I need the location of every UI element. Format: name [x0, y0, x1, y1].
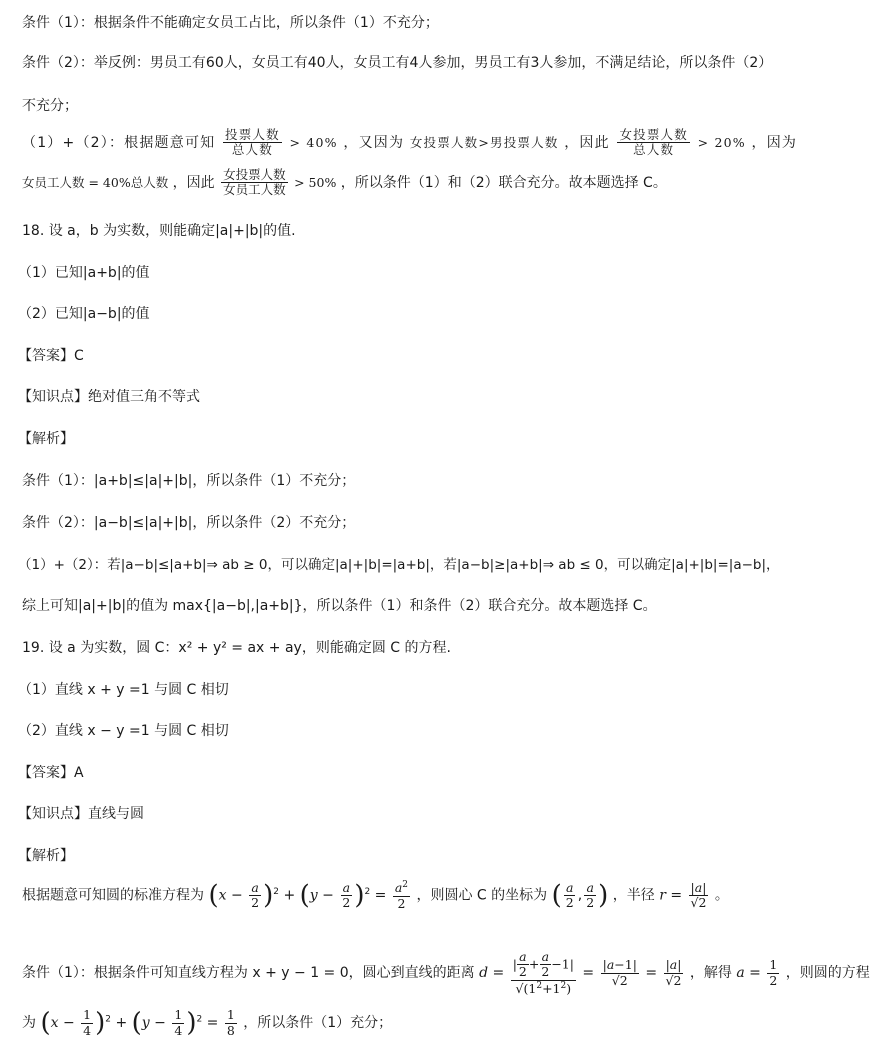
q19-standard-equation-line: 根据题意可知圆的标准方程为 (x − $\frac{a}{2}$ )$^2$ + (y − $\frac{a}{2}$ )$^2$ = $\frac{a^2}{2}$ ，则圆心 C 的坐标为 ( $\frac{a}{2}$ , $\frac{a}{2}$ ) ，半径 r = $\frac{|a|}{√2}$ 。: [22, 879, 729, 911]
combo-lead: （1）+（2）：根据题意可知: [22, 134, 216, 151]
q18-condition-1: 条件（1）：|a+b|≤|a|+|b|，所以条件（1）不充分；: [22, 473, 356, 489]
q18-answer: 【答案】C: [18, 348, 84, 364]
fraction-vote-over-total: $\frac{\text{投票人数}}{\text{总人数}}$: [225, 127, 280, 158]
q19-answer: 【答案】A: [18, 765, 84, 781]
combined-analysis-line1: （1）+（2）：根据题意可知 $\frac{\text{投票人数}}{\text{总人数}}$ > 40% ，又因为 女投票人数>男投票人数 ，因此 $\frac{\text{女投票人数}}{\text{总人数}}$ > 20% ，因为: [22, 127, 798, 158]
fraction-female-vote-over-total: $\frac{\text{女投票人数}}{\text{总人数}}$: [619, 127, 688, 158]
q18-analysis-heading: 【解析】: [18, 431, 74, 447]
q19-stem: 19. 设 a 为实数，圆 C：x² + y² = ax + ay，则能确定圆 C 的方程.: [22, 640, 451, 656]
fraction-female-vote-over-female-staff: $\frac{\text{女投票人数}}{\text{女员工人数}}$: [223, 167, 286, 198]
q18-summary: 综上可知|a|+|b|的值为 max{|a−b|,|a+b|}，所以条件（1）和条件（2）联合充分。故本题选择 C。: [22, 598, 657, 614]
q19-option-2: （2）直线 x − y =1 与圆 C 相切: [18, 723, 229, 739]
combined-analysis-line2: 女员工人数 = 40%总人数 ，因此 $\frac{\text{女投票人数}}{\text{女员工人数}}$ > 50% ，所以条件（1）和（2）联合充分。故本题选择 C。: [22, 167, 667, 198]
q19-condition-1-line1: 条件（1）：根据条件可知直线方程为 x + y − 1 = 0，圆心到直线的距离 d = | $\frac{a}{2}$ + $\frac{a}{2}$ −1| $√(1^2+1^2)$ = $\frac{|a-1|}{√2}$ = $\frac{|a|}{√2}$ ，解得 a = $\frac{1}{2}$ ，则圆的方程: [22, 949, 870, 996]
q18-combined: （1）+（2）：若|a−b|≤|a+b|⇒ ab ≥ 0，可以确定|a|+|b|=|a+b|，若|a−b|≥|a+b|⇒ ab ≤ 0，可以确定|a|+|b|=|a−b|，: [18, 557, 780, 573]
condition-2-text: 条件（2）：举反例：男员工有60人，女员工有40人，女员工有4人参加，男员工有3人参加，不满足结论，所以条件（2）: [22, 55, 773, 71]
q19-knowledge-point: 【知识点】直线与圆: [18, 806, 144, 822]
q18-option-1: （1）已知|a+b|的值: [18, 265, 150, 281]
female-gt-male-inequality: 女投票人数>男投票人数: [409, 134, 559, 150]
condition-1-text: 条件（1）：根据条件不能确定女员工占比，所以条件（1）不充分；: [22, 15, 439, 31]
q18-knowledge-point: 【知识点】绝对值三角不等式: [18, 389, 200, 405]
q18-condition-2: 条件（2）：|a−b|≤|a|+|b|，所以条件（2）不充分；: [22, 515, 356, 531]
q18-option-2: （2）已知|a−b|的值: [18, 306, 150, 322]
q19-condition-1-line2: 为 (x − $\frac{1}{4}$ )$^2$ + (y − $\frac{1}{4}$ )$^2$ = $\frac{1}{8}$ ，所以条件（1）充分；: [22, 1007, 393, 1038]
condition-2-text-cont: 不充分；: [22, 98, 78, 114]
q19-option-1: （1）直线 x + y =1 与圆 C 相切: [18, 682, 229, 698]
q19-analysis-heading: 【解析】: [18, 848, 74, 864]
q18-stem: 18. 设 a，b 为实数，则能确定|a|+|b|的值.: [22, 223, 296, 239]
